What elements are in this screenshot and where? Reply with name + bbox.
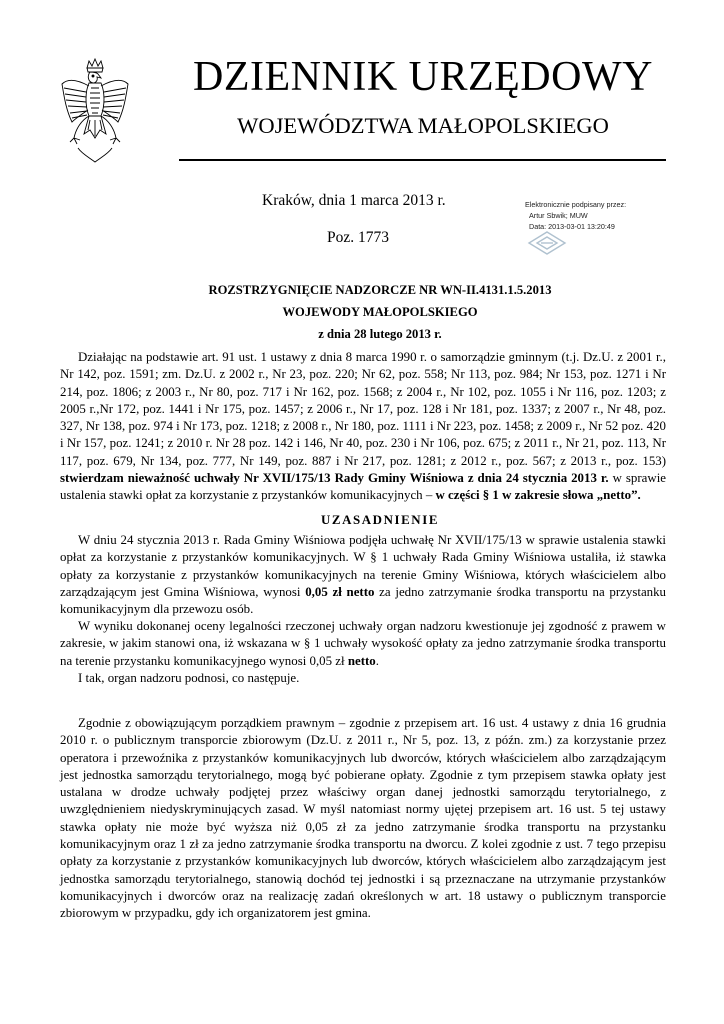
justification-text: . xyxy=(375,653,379,668)
signature-line: Elektronicznie podpisany przez: xyxy=(525,200,627,209)
signature-signer: Artur Sbwik; MUW xyxy=(529,211,588,221)
resolution-subject: w sprawie ustalenia stawki opłat za korzystanie z przystanków komunikacyjnych – xyxy=(60,471,666,503)
justification-text: I tak, organ nadzoru podnosi, co następuje. xyxy=(78,671,300,685)
decision-paragraph xyxy=(60,349,666,505)
justification-heading: UZASADNIENIE xyxy=(320,513,440,527)
netto-word: netto xyxy=(347,653,376,668)
legal-basis-text: Działając na podstawie art. 91 ust. 1 ustawy z dnia 8 marca 1990 r. o samorządzie gminnym (t.j. Dz.U. z 2001 r., Nr 142, poz. 1591; zm. Dz.U. z 2002 r., Nr 23, poz. 220; Nr 62, poz. 558; Nr 113, poz. 984; Nr 153, poz. 1271 i Nr 214, poz. 1806; z 2003 r., Nr 80, poz. 717 i Nr 162, poz. 1568; z 2004 r., Nr 102, poz. 1055 i Nr 116, poz. 1203; z 2005 r.,Nr 172, poz. 1441 i Nr 175, poz. 1457; z 2006 r., Nr 17, poz. 128 i Nr 181, poz. 1337; z 2007 r., Nr 48, poz. 327, Nr 138, poz. 974 i Nr 173, poz. 1218; z 2008 r., Nr 180, poz. 1111 i Nr 223, poz. 1458; z 2009 r., Nr 52 poz. 420 i Nr 157, poz. 1241; z 2010 r. Nr 28 poz. 142 i 146, Nr 40, poz. 230 i Nr 106, poz. 675; z 2011 r., Nr 21, poz. 113, Nr 117, poz. 679, Nr 134, poz. 777, Nr 149, poz. 887 i Nr 217, poz. 1281; z 2012 r., poz. 567; z 2013 r., poz. 153) xyxy=(60,350,666,468)
journal-title: DZIENNIK URZĘDOWY xyxy=(193,54,653,100)
justification-text: W wyniku dokonanej oceny legalności rzeczonej uchwały organ nadzoru kwestionuje jej zgodność z prawem w zakresie, w jakim stanowi ona, iż wskazana w § 1 uchwały wysokość opłaty za jedno zatrzymanie środka transportu na terenie przystanku komunikacyjnego wynosi 0,05 zł xyxy=(60,619,666,668)
decision-ruling: stwierdzam nieważność uchwały Nr XVII/175/13 Rady Gminy Wiśniowa z dnia 24 stycznia 2013 r. xyxy=(60,471,609,486)
issuer-heading: WOJEWODY MAŁOPOLSKIEGO xyxy=(282,305,478,319)
justification-paragraph-3 xyxy=(60,670,666,687)
decision-date: z dnia 28 lutego 2013 r. xyxy=(318,327,442,341)
justification-text: Zgodnie z obowiązującym porządkiem prawnym – zgodnie z przepisem art. 16 ust. 4 ustawy z dnia 16 grudnia 2010 r. o publicznym transporcie zbiorowym (Dz.U. z 2011 r., Nr 5, poz. 13, z późn. zm.) za korzystanie przez operatora i przewoźnika z przystanków komunikacyjnych lub dworców, których właścicielem albo zarządzającym jest jednostka samorządu terytorialnego, mogą być pobierane opłaty. Zgodnie z tym przepisem stawka opłaty jest ustalana w drodze uchwały podjętej przez właściwy organ danej jednostki samorządu terytorialnego, z uwzględnieniem niedyskryminujących zasad. W myśl natomiast normy ujętej przepisem art. 16 ust. 5 tej ustawy stawka opłaty nie może być wyższa niż 0,05 zł za jedno zatrzymanie środka transportu na przystanku komunikacyjnym oraz 1 zł za jedno zatrzymanie środka transportu na dworcu. Z kolei zgodnie z ust. 7 tego przepisu opłaty za korzystanie z przystanków komunikacyjnych lub dworców, których właścicielem albo zarządzającym jest jednostka samorządu terytorialnego, stanowią dochód tej jednostki i są przeznaczane na utrzymanie przystanków komunikacyjnych i dworców oraz na realizację zadań określonych w art. 18 ustawy o publicznym transporcie zbiorowym w przypadku, gdy ich organizatorem jest gmina. xyxy=(60,716,666,921)
justification-text: za jedno zatrzymanie środka transportu na przystanku komunikacyjnym dla przewozu osób. xyxy=(60,584,666,617)
ruling-scope: w części § 1 w zakresie słowa „netto”. xyxy=(435,488,641,503)
eagle-emblem-icon xyxy=(60,58,130,166)
rate-value: 0,05 zł netto xyxy=(305,584,375,599)
decision-heading: ROZSTRZYGNIĘCIE NADZORCZE NR WN-II.4131.1.5.2013 xyxy=(208,283,552,297)
justification-paragraph-1 xyxy=(60,532,666,618)
justification-paragraph-4 xyxy=(60,715,666,923)
position-number: Poz. 1773 xyxy=(327,229,389,246)
signature-stamp-icon xyxy=(527,230,567,256)
place-date: Kraków, dnia 1 marca 2013 r. xyxy=(262,192,446,209)
justification-paragraph-2 xyxy=(60,618,666,670)
header-divider xyxy=(179,159,666,161)
electronic-signature xyxy=(525,199,626,233)
journal-subtitle: WOJEWÓDZTWA MAŁOPOLSKIEGO xyxy=(237,113,609,138)
signature-date: Data: 2013-03-01 13:20:49 xyxy=(529,222,615,232)
justification-text: W dniu 24 stycznia 2013 r. Rada Gminy Wiśniowa podjęła uchwałę Nr XVII/175/13 w sprawie ustalenia stawki opłat za korzystanie z przystanków komunikacyjnych. W § 1 uchwały Rada Gminy Wiśniowa ustaliła, iż stawka opłaty za korzystanie z przystanków komunikacyjnych na terenie Gminy Wiśniowa, których właścicielem albo zarządzającym jest Gmina Wiśniowa, wynosi xyxy=(60,533,666,599)
